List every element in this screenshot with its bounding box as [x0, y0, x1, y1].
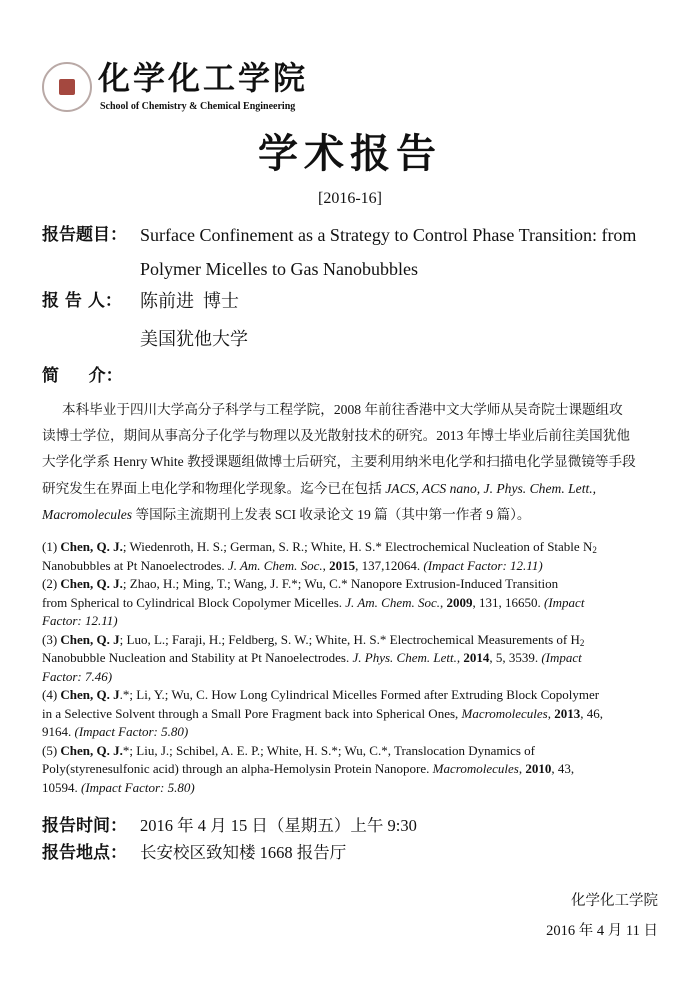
place-label: 报告地点：: [42, 843, 127, 863]
reference-text: J. Am. Chem. Soc.: [227, 557, 323, 573]
reference-text: 2: [592, 545, 597, 555]
reference-text: *; Liu, J.; Schibel, A. E. P.; White, H. S.*; Wu, C.*, Translocation Dynamics of: [122, 742, 536, 758]
reference-text: Chen, Q. J.: [60, 539, 123, 554]
reference-text: ; Wiedenroth, H. S.; German, S. R.; White, H. S.* Electrochemical Nucleation of Stable N: [122, 539, 593, 554]
reference-text: , 43,: [551, 761, 575, 776]
reference-line: [42, 559, 543, 573]
reference-text: (Impact: [544, 594, 585, 610]
reference-text: 2: [579, 637, 585, 648]
reference-text: ,: [440, 594, 447, 610]
reference-text: , 131, 16650.: [472, 594, 544, 610]
intro-text: 研究发生在界面上电化学和物理化学现象。迄今已在包括: [42, 480, 386, 496]
reference-text: ,: [322, 557, 330, 573]
reference-text: in a Selective Solvent through a Small Pore Fragment back into Spherical Ones,: [42, 705, 462, 721]
reference-text: (3): [42, 631, 61, 647]
reference-line: [42, 596, 584, 610]
reference-line: [42, 762, 574, 776]
intro-line: [42, 428, 630, 444]
reference-text: 9164.: [42, 724, 75, 739]
intro-line: [42, 507, 530, 523]
reference-text: 10594.: [42, 779, 81, 795]
reference-line: [42, 725, 188, 739]
reference-text: J. Am. Chem. Soc.: [345, 594, 440, 610]
reference-line: [42, 688, 599, 702]
reference-line: [42, 633, 584, 648]
reference-line: [42, 540, 597, 555]
time-label: 报告时间：: [42, 816, 127, 836]
reference-text: (1): [42, 539, 61, 554]
intro-line: [42, 454, 636, 470]
time-value: 2016 年 4 月 15 日（星期五）上午 9:30: [140, 816, 417, 835]
reference-text: Poly(styrenesulfonic acid) through an alpha-Hemolysin Protein Nanopore.: [42, 761, 433, 776]
reference-text: Chen, Q. J.: [60, 576, 123, 591]
reference-line: [42, 577, 558, 591]
intro-text: 读博士学位，期间从事高分子化学与物理以及光散射技术的研究。2013 年博士毕业后前往美国犹他: [42, 428, 630, 444]
reference-text: (Impact Factor: 5.80): [74, 724, 189, 739]
reference-text: (Impact Factor: 5.80): [81, 779, 195, 795]
reference-text: 2013: [554, 705, 581, 721]
reference-text: , 137,12064.: [355, 557, 424, 573]
intro-text: 本科毕业于四川大学高分子科学与工程学院，2008 年前往香港中文大学师从吴奇院士课题组攻: [62, 402, 623, 417]
speaker-label: 报 告 人：: [42, 291, 122, 311]
reference-text: , 46,: [580, 705, 603, 721]
place-value: 长安校区致知楼 1668 报告厅: [140, 843, 347, 862]
reference-text: (2): [42, 576, 61, 591]
reference-text: Chen, Q. J.: [60, 742, 123, 758]
reference-text: Macromolecules: [461, 705, 548, 721]
reference-text: Chen, Q. J: [60, 631, 120, 647]
signature-org: 化学化工学院: [571, 893, 658, 909]
school-name-en: School of Chemistry & Chemical Engineering: [100, 101, 296, 112]
reference-text: 2014: [463, 650, 490, 665]
topic-line-2: Polymer Micelles to Gas Nanobubbles: [140, 259, 418, 279]
reference-text: Chen, Q. J: [60, 687, 120, 702]
reference-text: Nanobubbles at Pt Nanoelectrodes.: [42, 557, 228, 573]
reference-text: ,: [547, 705, 555, 721]
intro-text: Macromolecules: [42, 506, 133, 522]
reference-text: (Impact: [541, 650, 582, 665]
report-number: [2016-16]: [318, 190, 382, 207]
reference-line: [42, 781, 195, 795]
reference-text: J. Phys. Chem. Lett.: [352, 650, 457, 665]
school-name-cn: 化学化工学院: [98, 59, 309, 97]
reference-text: 2015: [329, 557, 356, 573]
reference-text: from Spherical to Cylindrical Block Copolymer Micelles.: [42, 594, 346, 610]
reference-text: 2010: [525, 761, 552, 776]
intro-label: 简 介：: [42, 366, 123, 386]
page-title: 学术报告: [258, 130, 442, 177]
intro-text: 大学化学系 Henry White 教授课题组做博士后研究，主要利用纳米电化学和扫描电化学显微镜等手段: [42, 454, 636, 470]
topic-label: 报告题目：: [42, 225, 127, 245]
reference-line: [42, 670, 112, 684]
reference-line: [42, 744, 535, 758]
reference-line: [42, 707, 603, 721]
reference-text: .*; Li, Y.; Wu, C. How Long Cylindrical Micelles Formed after Extruding Block Copolymer: [119, 687, 600, 702]
reference-text: 2009: [446, 594, 473, 610]
reference-text: (5): [42, 742, 61, 758]
intro-line: [62, 402, 623, 418]
intro-text: JACS, ACS nano, J. Phys. Chem. Lett.,: [385, 480, 597, 496]
reference-text: Factor: 7.46): [42, 668, 113, 684]
intro-line: [42, 481, 596, 497]
reference-text: ; Luo, L.; Faraji, H.; Feldberg, S. W.; White, H. S.* Electrochemical Measurements of H: [119, 631, 580, 647]
topic-line-1: Surface Confinement as a Strategy to Control Phase Transition: from: [140, 225, 637, 245]
reference-text: ; Zhao, H.; Ming, T.; Wang, J. F.*; Wu, C.* Nanopore Extrusion-Induced Transition: [122, 576, 559, 591]
reference-text: Macromolecules: [432, 761, 519, 776]
reference-text: (4): [42, 687, 61, 702]
signature-date: 2016 年 4 月 11 日: [546, 923, 658, 939]
reference-text: ,: [456, 650, 464, 665]
intro-text: 等国际主流期刊上发表 SCI 收录论文 19 篇（其中第一作者 9 篇）。: [132, 506, 531, 522]
reference-text: Nanobubble Nucleation and Stability at Pt Nanoelectrodes.: [42, 650, 353, 665]
reference-text: (Impact Factor: 12.11): [423, 557, 543, 573]
reference-line: [42, 614, 118, 628]
reference-line: [42, 651, 582, 665]
school-seal-logo: [42, 62, 92, 112]
reference-text: ,: [518, 761, 526, 776]
reference-text: , 5, 3539.: [489, 650, 542, 665]
reference-text: Factor: 12.11): [42, 613, 118, 628]
speaker-affiliation: 美国犹他大学: [140, 329, 248, 349]
speaker-name: 陈前进 博士: [140, 291, 239, 311]
